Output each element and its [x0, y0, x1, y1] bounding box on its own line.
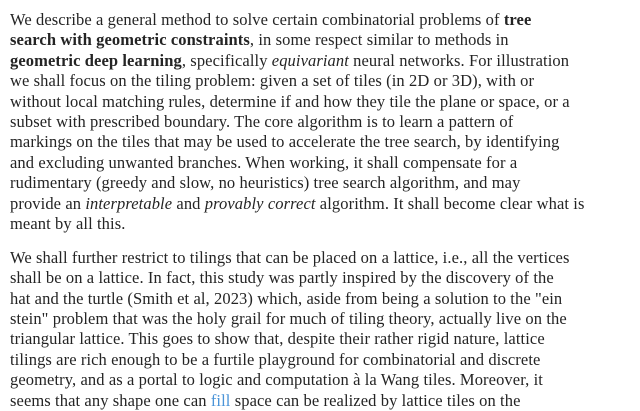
- text-line: [10, 71, 626, 91]
- text-line: [10, 248, 626, 268]
- italic-text: interpretable: [85, 193, 173, 213]
- body-text: geometry, and as a portal to logic and computation à la Wang tiles. Moreover, it: [10, 370, 543, 390]
- text-line: [10, 289, 626, 309]
- bold-text: geometric deep learning: [10, 50, 182, 70]
- bold-text: search with geometric constraints: [10, 30, 250, 50]
- body-text: , in some respect similar to methods in: [249, 30, 509, 50]
- body-text: We describe a general method to solve certain combinatorial problems of: [10, 10, 504, 29]
- text-line: [10, 10, 626, 30]
- body-text: subset with prescribed boundary. The core algorithm is to learn a pattern of: [10, 111, 514, 131]
- text-line: [10, 268, 626, 288]
- italic-text: provably correct: [204, 193, 316, 213]
- text-line: [10, 370, 626, 390]
- paragraph-1: [10, 10, 626, 234]
- body-text: and: [172, 193, 205, 213]
- text-line: [10, 173, 626, 193]
- text-line: [10, 194, 626, 214]
- body-text: triangular lattice. This goes to show that, despite their rather rigid nature, lattice: [10, 329, 545, 349]
- inline-link[interactable]: fill: [210, 390, 231, 410]
- italic-text: equivariant: [271, 50, 349, 70]
- text-line: [10, 329, 626, 349]
- text-line: [10, 350, 626, 370]
- body-text: We shall further restrict to tilings that can be placed on a lattice, i.e., all the vertices: [10, 247, 570, 267]
- bold-text: tree: [503, 10, 532, 29]
- body-text: rudimentary (greedy and slow, no heuristics) tree search algorithm, and may: [10, 173, 521, 193]
- text-line: [10, 30, 626, 50]
- body-text: markings on the tiles that may be used to accelerate the tree search, by identifying: [10, 132, 560, 152]
- text-line: [10, 51, 626, 71]
- text-line: [10, 214, 626, 234]
- body-text: tilings are rich enough to be a furtile playground for combinatorial and discrete: [10, 349, 541, 369]
- body-text: seems that any shape one can: [10, 390, 211, 410]
- text-line: [10, 92, 626, 112]
- text-line: [10, 391, 626, 411]
- paragraph-2: [10, 248, 626, 411]
- body-text: provide an: [10, 193, 86, 213]
- body-text: without local matching rules, determine if and how they tile the plane or space, or a: [10, 91, 570, 111]
- text-line: [10, 112, 626, 132]
- body-text: hat and the turtle (Smith et al, 2023) which, aside from being a solution to the "ein: [10, 288, 563, 308]
- body-text: we shall focus on the tiling problem: given a set of tiles (in 2D or 3D), with or: [10, 71, 535, 91]
- text-line: [10, 309, 626, 329]
- body-text: meant by all this.: [10, 213, 126, 233]
- body-text: space can be realized by lattice tiles on the: [230, 390, 521, 410]
- body-text: shall be on a lattice. In fact, this study was partly inspired by the discovery of the: [10, 268, 554, 288]
- body-text: neural networks. For illustration: [348, 50, 570, 70]
- text-line: [10, 132, 626, 152]
- body-text: , specifically: [181, 50, 272, 70]
- body-text: and excluding unwanted branches. When working, it shall compensate for a: [10, 152, 518, 172]
- body-text: algorithm. It shall become clear what is: [315, 193, 585, 213]
- body-text: stein" problem that was the holy grail for much of tiling theory, actually live on the: [10, 308, 567, 328]
- text-line: [10, 153, 626, 173]
